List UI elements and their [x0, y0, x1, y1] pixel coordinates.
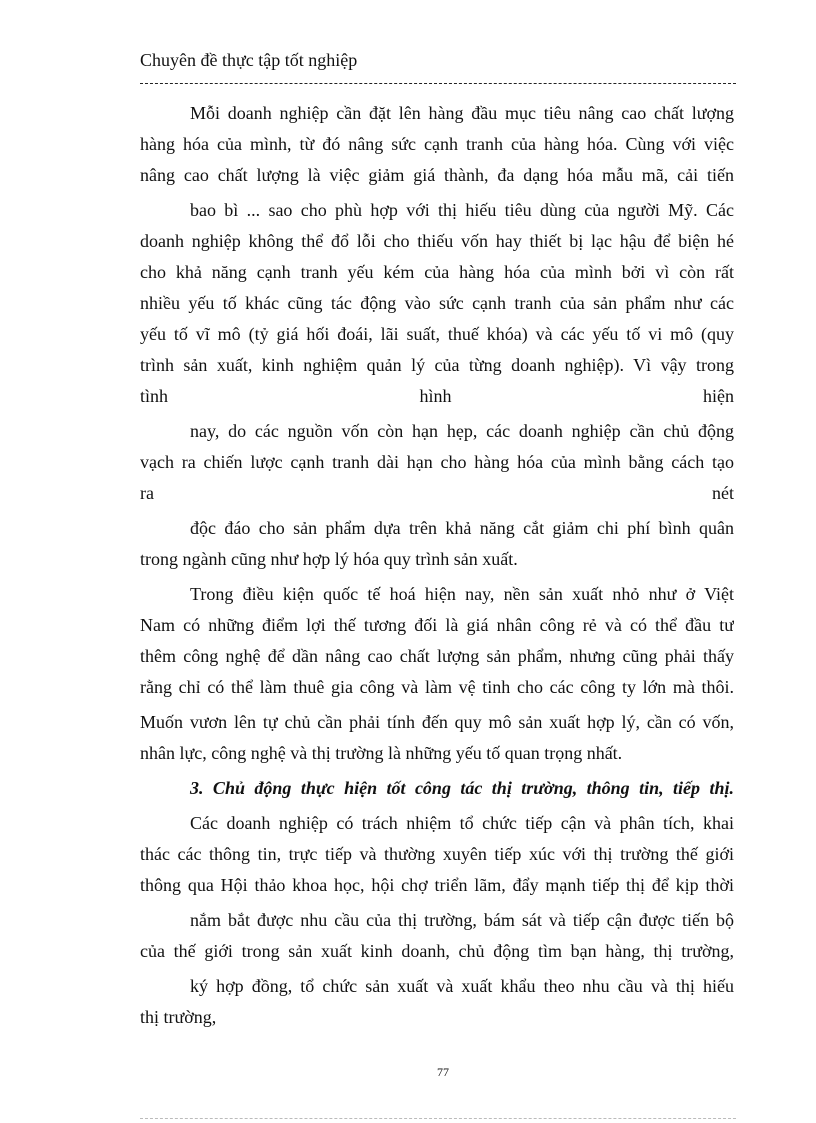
text-line: Các doanh nghiệp có trách nhiệm tổ chức tiếp cận và phân tích, khai: [190, 813, 734, 833]
text-line: nhiều yếu tố khác cũng tác động vào sức cạnh tranh của sản phẩm như các: [140, 293, 734, 313]
text-line: Trong điều kiện quốc tế hoá hiện nay, nền sản xuất nhỏ như ở Việt: [190, 584, 734, 604]
text-line: vạch ra chiến lược cạnh tranh dài hạn cho hàng hóa của mình bằng cách tạo: [140, 452, 734, 472]
text-line: nhân lực, công nghệ và thị trường là những yếu tố quan trọng nhất.: [140, 743, 623, 763]
text-line: yếu tố vĩ mô (tỷ giá hối đoái, lãi suất, thuế khóa) và các yếu tố vi mô (quy: [140, 324, 734, 344]
text-line: tình hình hiện: [140, 386, 734, 406]
text-line: ra nét: [140, 483, 734, 503]
text-line: ký hợp đồng, tổ chức sản xuất và xuất khẩu theo nhu cầu và thị hiếu: [190, 976, 734, 996]
text-line: Mỗi doanh nghiệp cần đặt lên hàng đầu mục tiêu nâng cao chất lượng: [190, 103, 734, 123]
text-line: bao bì ... sao cho phù hợp với thị hiếu tiêu dùng của người Mỹ. Các: [190, 200, 734, 220]
text-line: độc đáo cho sản phẩm dựa trên khả năng cắt giảm chi phí bình quân: [190, 518, 734, 538]
header-divider: [140, 83, 736, 84]
section-heading: 3. Chủ động thực hiện tốt công tác thị trường, thông tin, tiếp thị.: [190, 778, 734, 798]
body-text: [140, 98, 734, 1033]
text-line: trong ngành cũng như hợp lý hóa quy trình sản xuất.: [140, 549, 518, 569]
text-line: Nam có những điểm lợi thế tương đối là giá nhân công rẻ và có thể đầu tư: [140, 615, 734, 635]
text-line: thêm công nghệ để dần nâng cao chất lượng sản phẩm, nhưng cũng phải thấy: [140, 646, 734, 666]
text-line: trình sản xuất, kinh nghiệm quản lý của từng doanh nghiệp). Vì vậy trong: [140, 355, 734, 375]
page-header-title: Chuyên đề thực tập tốt nghiệp: [140, 50, 358, 70]
text-line: nâng cao chất lượng là việc giảm giá thành, đa dạng hóa mẫu mã, cải tiến: [140, 165, 734, 185]
text-line: nay, do các nguồn vốn còn hạn hẹp, các doanh nghiệp cần chủ động: [190, 421, 734, 441]
text-line: thác các thông tin, trực tiếp và thường xuyên tiếp xúc với thị trường thế giới: [140, 844, 734, 864]
text-line: Muốn vươn lên tự chủ cần phải tính đến quy mô sản xuất hợp lý, cần có vốn,: [140, 712, 734, 732]
text-line: thông qua Hội thảo khoa học, hội chợ triển lãm, đẩy mạnh tiếp thị để kịp thời: [140, 875, 734, 895]
page-number: 77: [437, 1065, 449, 1079]
text-line: doanh nghiệp không thể đổ lỗi cho thiếu vốn hay thiết bị lạc hậu để biện hé: [140, 231, 734, 251]
text-line: rằng chỉ có thể làm thuê gia công và làm vệ tinh cho các công ty lớn mà thôi.: [140, 677, 734, 697]
text-line: cho khả năng cạnh tranh yếu kém của hàng hóa của mình bởi vì còn rất: [140, 262, 734, 282]
text-line: hàng hóa của mình, từ đó nâng sức cạnh tranh của hàng hóa. Cùng với việc: [140, 134, 734, 154]
text-line: thị trường,: [140, 1007, 217, 1027]
footer-divider: [140, 1118, 736, 1119]
text-line: của thế giới trong sản xuất kinh doanh, chủ động tìm bạn hàng, thị trường,: [140, 941, 734, 961]
text-line: nắm bắt được nhu cầu của thị trường, bám sát và tiếp cận được tiến bộ: [190, 910, 734, 930]
